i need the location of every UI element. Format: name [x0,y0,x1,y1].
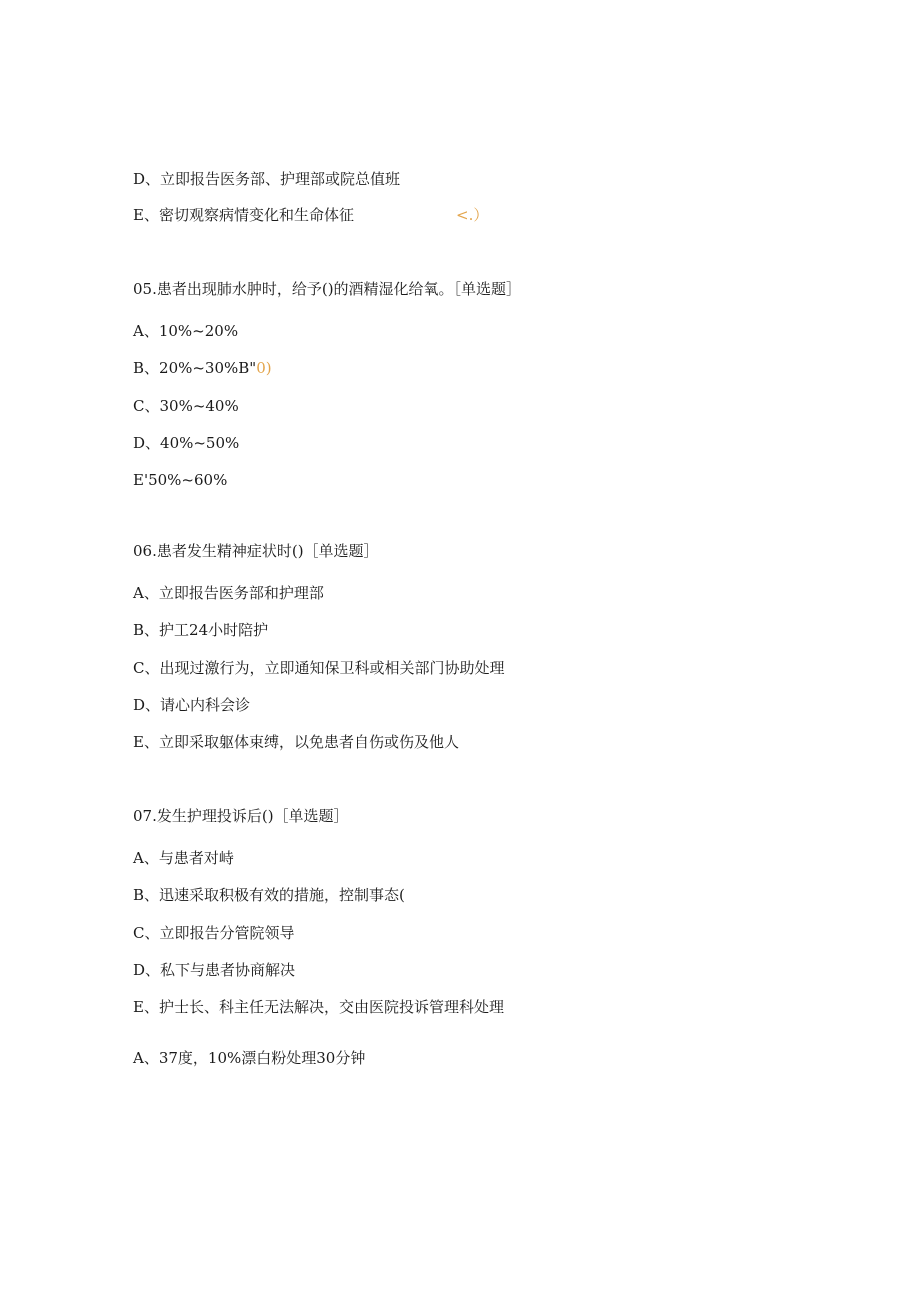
q06-question: 06.患者发生精神症状时()［单选题］ [133,542,379,560]
q06-option-b: B、护工24小时陪护 [133,621,269,639]
q07-option-e: E、护士长、科主任无法解决，交由医院投诉管理科处理 [133,998,504,1016]
trailing-option-a: A、37度，10%漂白粉处理30分钟 [133,1049,366,1067]
q06-option-a: A、立即报告医务部和护理部 [133,584,324,602]
q05-option-e: E'50%~60% [133,471,228,489]
q05-option-b [133,358,272,378]
q05-question: 05.患者出现肺水肿时，给予()的酒精湿化给氧。［单选题］ [133,280,522,298]
q05-option-d: D、40%~50% [133,434,240,452]
q06-option-d: D、请心内科会诊 [133,696,251,714]
q07-question: 07.发生护理投诉后()［单选题］ [133,807,349,825]
q05-option-b-annotation: 0) [256,359,272,377]
q07-option-b: B、迅速采取积极有效的措施，控制事态( [133,886,405,904]
q07-option-c: C、立即报告分管院领导 [133,924,295,942]
q06-option-e: E、立即采取躯体束缚，以免患者自伤或伤及他人 [133,733,459,751]
q06-option-c: C、出现过激行为，立即通知保卫科或相关部门协助处理 [133,659,505,677]
q04-option-d: D、立即报告医务部、护理部或院总值班 [133,170,401,188]
q07-option-d: D、私下与患者协商解决 [133,961,296,979]
q05-option-a: A、10%~20% [133,322,239,340]
q07-option-a: A、与患者对峙 [133,849,234,867]
q05-option-c: C、30%~40% [133,397,239,415]
q04-annotation: <.） [456,206,489,224]
q05-option-b-text: B、20%~30%B" [133,359,257,377]
q04-option-e: E、密切观察病情变化和生命体征 [133,206,354,224]
